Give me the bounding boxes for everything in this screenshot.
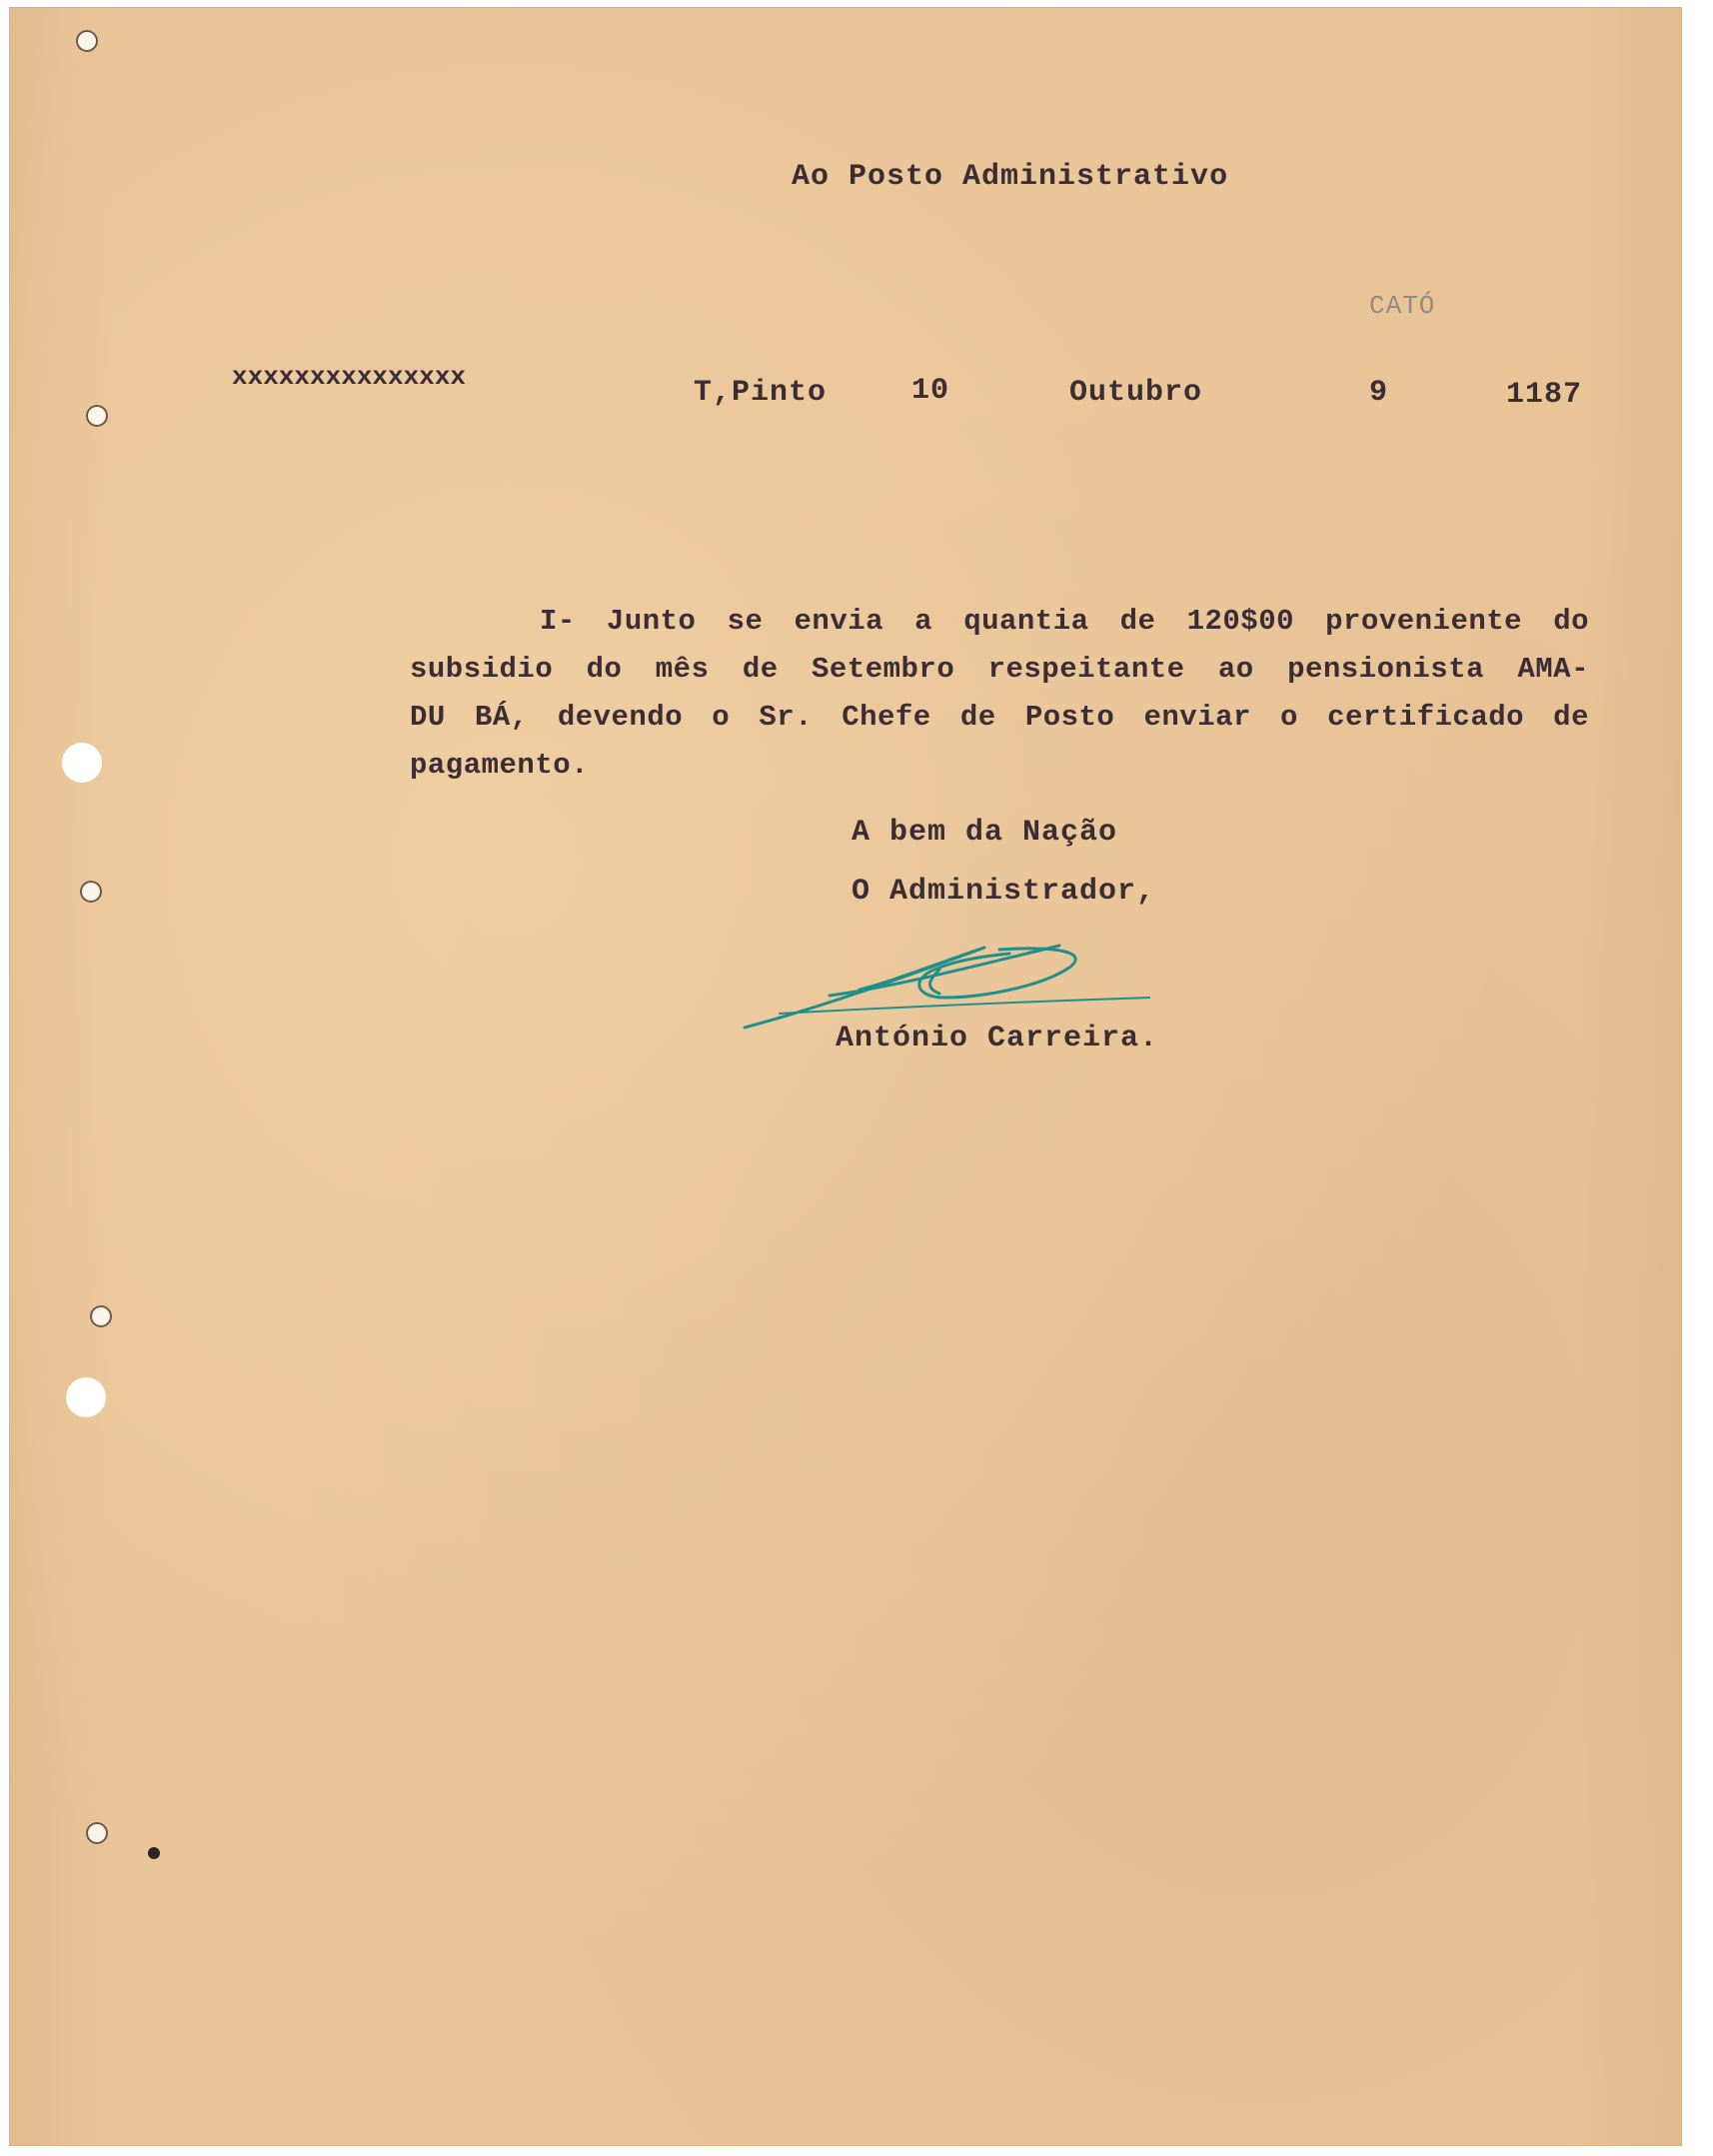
signer-title: O Administrador,: [852, 875, 1156, 909]
signer-name: António Carreira.: [836, 1022, 1159, 1056]
stamp-place: CATÓ: [1369, 291, 1436, 321]
punch-hole: [66, 1377, 106, 1417]
closing-line: A bem da Nação: [852, 816, 1118, 850]
header-day: 10: [911, 374, 950, 408]
header-number: 9: [1369, 376, 1389, 410]
ink-dot: [148, 1847, 160, 1859]
body-line: DU BÁ, devendo o Sr. Chefe de Posto enviar o certificado de: [410, 701, 1589, 734]
body-line: subsidio do mês de Setembro respeitante ao pensionista AMA-: [410, 653, 1589, 686]
body-line: I- Junto se envia a quantia de 120$00 proveniente do: [540, 605, 1589, 638]
document-page: [10, 8, 1681, 2145]
letter-body: [410, 598, 1589, 790]
binder-nick: [86, 1822, 108, 1844]
binder-nick: [90, 1305, 112, 1327]
punch-hole: [62, 743, 102, 783]
addressee-line: Ao Posto Administrativo: [792, 160, 1229, 194]
header-month: Outubro: [1069, 376, 1203, 410]
header-place: T,Pinto: [694, 376, 828, 410]
reference-mark: xxxxxxxxxxxxxxx: [232, 362, 467, 392]
binder-nick: [76, 30, 98, 52]
binder-nick: [86, 405, 108, 427]
binder-nick: [80, 881, 102, 903]
header-ref: 1187: [1506, 378, 1583, 412]
body-line: pagamento.: [410, 749, 590, 782]
